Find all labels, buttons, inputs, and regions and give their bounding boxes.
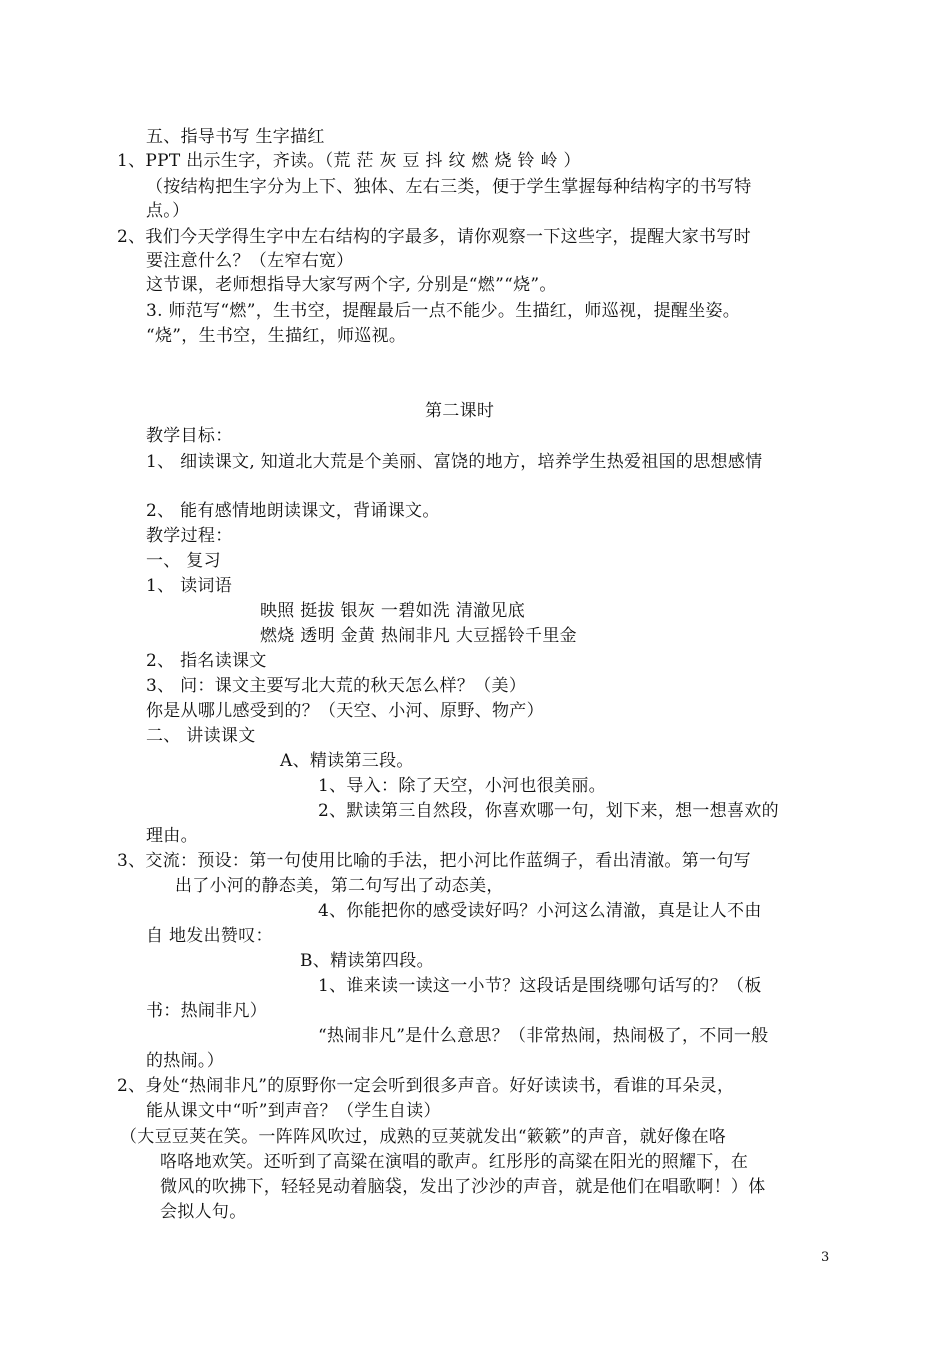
word-list-row: 燃烧 透明 金黄 热闹非凡 大豆摇铃千里金 <box>260 626 577 646</box>
section-heading-process: 教学过程： <box>146 526 233 546</box>
subsection-heading-a: A、精读第三段。 <box>280 751 414 771</box>
section-heading-goals: 教学目标： <box>146 426 233 446</box>
text-line: 二、 讲读课文 <box>146 726 256 746</box>
page-number: 3 <box>821 1250 830 1265</box>
subsection-heading-b: B、精读第四段。 <box>300 951 434 971</box>
text-line: “热闹非凡”是什么意思？（非常热闹，热闹极了，不同一般 <box>318 1026 769 1046</box>
text-line: 会拟人句。 <box>160 1202 247 1222</box>
text-line: 3、 问：课文主要写北大荒的秋天怎么样？（美） <box>146 676 527 696</box>
text-line: 3. 师范写“燃”，生书空，提醒最后一点不能少。生描红，师巡视，提醒坐姿。 <box>146 301 741 321</box>
text-line: 这节课，老师想指导大家写两个字, 分别是“燃”“烧”。 <box>146 275 557 295</box>
text-line: 2、我们今天学得生字中左右结构的字最多，请你观察一下这些字，提醒大家书写时 <box>117 227 751 247</box>
text-line: 要注意什么？（左窄右宽） <box>146 251 354 271</box>
text-line: 1、谁来读一读这一小节？这段话是围绕哪句话写的？（板 <box>318 976 762 996</box>
word-list-row: 映照 挺拔 银灰 一碧如洗 清澈见底 <box>260 601 526 621</box>
text-line: 1、 读词语 <box>146 576 233 596</box>
text-line: 1、 细读课文, 知道北大荒是个美丽、富饶的地方，培养学生热爱祖国的思想感情 <box>146 452 763 472</box>
text-line: 出了小河的静态美，第二句写出了动态美， <box>175 876 504 896</box>
text-line: 4、你能把你的感受读好吗？小河这么清澈，真是让人不由 <box>318 901 762 921</box>
text-line: 书：热闹非凡） <box>146 1001 268 1021</box>
text-line: （按结构把生字分为上下、独体、左右三类，便于学生掌握每种结构字的书写特 <box>146 177 752 197</box>
text-line: 3、交流：预设：第一句使用比喻的手法，把小河比作蓝绸子，看出清澈。第一句写 <box>117 851 751 871</box>
section-heading-writing: 五、指导书写 生字描红 <box>146 127 325 147</box>
text-line: （大豆豆荚在笑。一阵阵风吹过，成熟的豆荚就发出“簌簌”的声音，就好像在咯 <box>120 1127 727 1147</box>
text-line: 你是从哪儿感受到的？（天空、小河、原野、物产） <box>146 701 544 721</box>
text-line: 能从课文中“听”到声音？（学生自读） <box>146 1101 441 1121</box>
text-line: 微风的吹拂下，轻轻晃动着脑袋，发出了沙沙的声音，就是他们在唱歌啊！）体 <box>160 1177 766 1197</box>
text-line: 一、 复习 <box>146 551 221 571</box>
text-line: 2、 指名读课文 <box>146 651 267 671</box>
text-line: 2、 能有感情地朗读课文，背诵课文。 <box>146 501 440 521</box>
text-line: 的热闹。） <box>146 1051 224 1071</box>
text-line: 2、身处“热闹非凡”的原野你一定会听到很多声音。好好读读书，看谁的耳朵灵， <box>117 1076 735 1096</box>
text-line: 1、PPT 出示生字，齐读。（荒 茫 灰 豆 抖 纹 燃 烧 铃 岭 ） <box>117 151 581 171</box>
text-line: 咯咯地欢笑。还听到了高粱在演唱的歌声。红彤彤的高粱在阳光的照耀下，在 <box>160 1152 749 1172</box>
text-line: “烧”，生书空，生描红，师巡视。 <box>146 326 407 346</box>
text-line: 2、默读第三自然段，你喜欢哪一句，划下来，想一想喜欢的 <box>318 801 779 821</box>
text-line: 1、导入：除了天空，小河也很美丽。 <box>318 776 606 796</box>
text-line: 自 地发出赞叹： <box>146 926 273 946</box>
lesson-title: 第二课时 <box>425 401 495 421</box>
text-line: 理由。 <box>146 826 198 846</box>
text-line: 点。） <box>146 201 190 221</box>
